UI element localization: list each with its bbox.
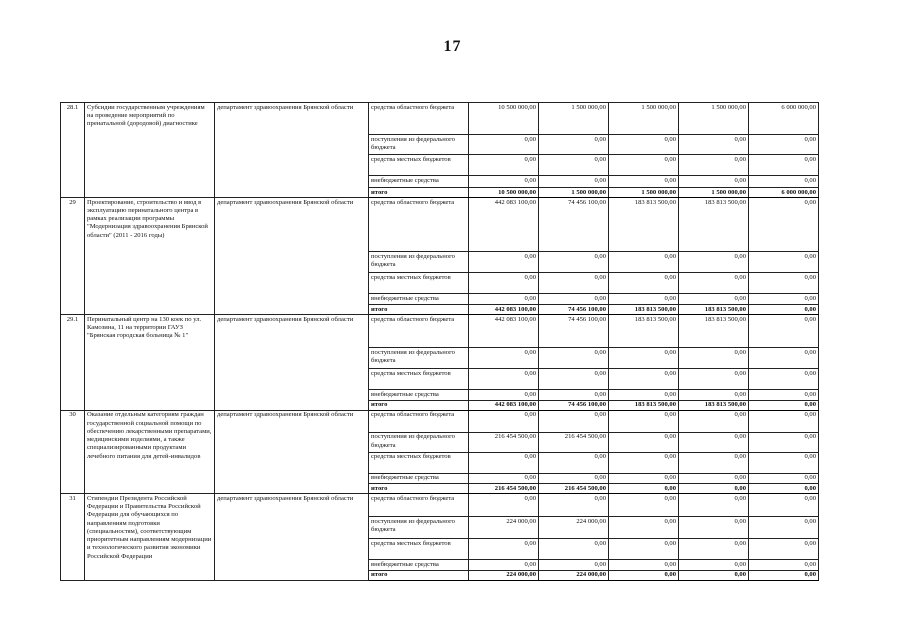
amount-cell: 224 000,00 [469, 570, 539, 580]
amount-cell: 0,00 [679, 273, 749, 294]
amount-cell: 0,00 [749, 484, 819, 494]
amount-cell: 0,00 [469, 176, 539, 188]
amount-cell: 0,00 [609, 176, 679, 188]
amount-cell: 0,00 [469, 473, 539, 483]
funding-source: средства местных бюджетов [369, 539, 469, 560]
amount-cell: 216 454 500,00 [539, 484, 609, 494]
row-number: 29.1 [61, 315, 85, 410]
table-row [61, 494, 819, 517]
amount-cell: 0,00 [679, 294, 749, 305]
funding-source: итого [369, 188, 469, 198]
amount-cell: 0,00 [609, 539, 679, 560]
amount-cell: 74 456 100,00 [539, 198, 609, 252]
table-row [61, 315, 819, 348]
amount-cell: 224 000,00 [539, 517, 609, 539]
executor-name: департамент здравоохранения Брянской области [215, 494, 369, 580]
amount-cell: 183 813 500,00 [609, 198, 679, 252]
amount-cell: 0,00 [749, 494, 819, 517]
amount-cell: 0,00 [749, 390, 819, 400]
amount-cell: 0,00 [749, 294, 819, 305]
amount-cell: 183 813 500,00 [609, 400, 679, 410]
amount-cell: 0,00 [679, 390, 749, 400]
amount-cell: 442 083 100,00 [469, 315, 539, 348]
measure-name: Субсидии государственным учреждениям на проведение мероприятий по пренатальной (дородовой) диагностике [85, 103, 215, 198]
funding-source: итого [369, 484, 469, 494]
amount-cell: 0,00 [749, 473, 819, 483]
amount-cell: 0,00 [539, 135, 609, 155]
funding-source: средства местных бюджетов [369, 369, 469, 390]
amount-cell: 183 813 500,00 [609, 305, 679, 315]
amount-cell: 0,00 [679, 348, 749, 369]
amount-cell: 0,00 [749, 135, 819, 155]
funding-source: поступления из федерального бюджета [369, 135, 469, 155]
amount-cell: 0,00 [609, 390, 679, 400]
amount-cell: 0,00 [469, 369, 539, 390]
amount-cell: 0,00 [609, 452, 679, 473]
executor-name: департамент здравоохранения Брянской области [215, 198, 369, 315]
amount-cell: 0,00 [609, 348, 679, 369]
amount-cell: 0,00 [609, 494, 679, 517]
amount-cell: 0,00 [539, 273, 609, 294]
amount-cell: 0,00 [749, 198, 819, 252]
amount-cell: 0,00 [609, 570, 679, 580]
amount-cell: 0,00 [609, 369, 679, 390]
amount-cell: 0,00 [469, 494, 539, 517]
funding-source: поступления из федерального бюджета [369, 252, 469, 273]
executor-name: департамент здравоохранения Брянской области [215, 103, 369, 198]
funding-source: внебюджетные средства [369, 473, 469, 483]
funding-source: средства областного бюджета [369, 315, 469, 348]
amount-cell: 0,00 [539, 390, 609, 400]
amount-cell: 0,00 [609, 560, 679, 570]
page-number: 17 [443, 38, 462, 55]
amount-cell: 0,00 [469, 390, 539, 400]
funding-source: внебюджетные средства [369, 390, 469, 400]
funding-source: средства местных бюджетов [369, 155, 469, 176]
amount-cell: 0,00 [749, 273, 819, 294]
amount-cell: 0,00 [539, 369, 609, 390]
amount-cell: 0,00 [749, 305, 819, 315]
amount-cell: 0,00 [539, 155, 609, 176]
amount-cell: 1 500 000,00 [679, 188, 749, 198]
measure-name: Стипендии Президента Российской Федерации и Правительства Российской Федерации для обучающихся по направлениям подготовки (специальностям), соответствующим приоритетным направлениям модернизации и технологического развития экономики Российской Федерации [85, 494, 215, 580]
amount-cell: 0,00 [749, 176, 819, 188]
table-row [61, 410, 819, 432]
amount-cell: 0,00 [749, 517, 819, 539]
funding-source: внебюджетные средства [369, 176, 469, 188]
amount-cell: 0,00 [679, 570, 749, 580]
amount-cell: 0,00 [749, 452, 819, 473]
amount-cell: 0,00 [469, 155, 539, 176]
amount-cell: 0,00 [469, 135, 539, 155]
amount-cell: 0,00 [539, 452, 609, 473]
amount-cell: 1 500 000,00 [609, 103, 679, 135]
amount-cell: 0,00 [539, 252, 609, 273]
funding-source: средства областного бюджета [369, 103, 469, 135]
amount-cell: 0,00 [679, 176, 749, 188]
amount-cell: 0,00 [469, 252, 539, 273]
row-number: 30 [61, 410, 85, 493]
amount-cell: 0,00 [749, 252, 819, 273]
amount-cell: 74 456 100,00 [539, 400, 609, 410]
amount-cell: 1 500 000,00 [609, 188, 679, 198]
amount-cell: 0,00 [749, 410, 819, 432]
amount-cell: 0,00 [679, 252, 749, 273]
amount-cell: 0,00 [469, 294, 539, 305]
amount-cell: 10 500 000,00 [469, 188, 539, 198]
funding-source: поступления из федерального бюджета [369, 348, 469, 369]
funding-source: средства местных бюджетов [369, 452, 469, 473]
amount-cell: 0,00 [749, 560, 819, 570]
amount-cell: 6 000 000,00 [749, 103, 819, 135]
amount-cell: 183 813 500,00 [679, 198, 749, 252]
amount-cell: 1 500 000,00 [539, 103, 609, 135]
amount-cell: 0,00 [679, 452, 749, 473]
amount-cell: 0,00 [609, 135, 679, 155]
table-row [61, 198, 819, 252]
amount-cell: 183 813 500,00 [609, 315, 679, 348]
funding-source: итого [369, 400, 469, 410]
funding-source: поступления из федерального бюджета [369, 432, 469, 452]
amount-cell: 216 454 500,00 [469, 484, 539, 494]
amount-cell: 224 000,00 [539, 570, 609, 580]
amount-cell: 0,00 [749, 570, 819, 580]
funding-source: поступления из федерального бюджета [369, 517, 469, 539]
measure-name: Оказание отдельным категориям граждан государственной социальной помощи по обеспечению лекарственными препаратами, медицинскими изделиями, а также специализированными продуктами лечебного питания для детей-инвалидов [85, 410, 215, 493]
amount-cell: 0,00 [539, 294, 609, 305]
amount-cell: 10 500 000,00 [469, 103, 539, 135]
measure-name: Проектирование, строительство и ввод в эксплуатацию перинатального центра в рамках реализации программы "Модернизация здравоохранения Брянской области" (2011 - 2016 годы) [85, 198, 215, 315]
amount-cell: 0,00 [539, 494, 609, 517]
amount-cell: 442 083 100,00 [469, 198, 539, 252]
amount-cell: 0,00 [609, 155, 679, 176]
funding-source: средства областного бюджета [369, 198, 469, 252]
amount-cell: 0,00 [469, 348, 539, 369]
amount-cell: 0,00 [749, 539, 819, 560]
amount-cell: 0,00 [749, 400, 819, 410]
amount-cell: 0,00 [749, 315, 819, 348]
amount-cell: 0,00 [679, 155, 749, 176]
amount-cell: 183 813 500,00 [679, 400, 749, 410]
amount-cell: 1 500 000,00 [539, 188, 609, 198]
amount-cell: 0,00 [469, 560, 539, 570]
amount-cell: 0,00 [679, 560, 749, 570]
amount-cell: 0,00 [539, 539, 609, 560]
funding-source: итого [369, 305, 469, 315]
amount-cell: 74 456 100,00 [539, 305, 609, 315]
amount-cell: 0,00 [469, 410, 539, 432]
row-number: 28.1 [61, 103, 85, 198]
amount-cell: 0,00 [469, 273, 539, 294]
row-number: 29 [61, 198, 85, 315]
amount-cell: 0,00 [679, 517, 749, 539]
amount-cell: 442 083 100,00 [469, 400, 539, 410]
amount-cell: 0,00 [539, 473, 609, 483]
amount-cell: 1 500 000,00 [679, 103, 749, 135]
amount-cell: 0,00 [469, 452, 539, 473]
amount-cell: 6 000 000,00 [749, 188, 819, 198]
amount-cell: 0,00 [679, 494, 749, 517]
amount-cell: 0,00 [609, 432, 679, 452]
amount-cell: 0,00 [679, 484, 749, 494]
amount-cell: 216 454 500,00 [469, 432, 539, 452]
amount-cell: 442 083 100,00 [469, 305, 539, 315]
amount-cell: 0,00 [749, 348, 819, 369]
amount-cell: 0,00 [679, 410, 749, 432]
funding-source: средства областного бюджета [369, 494, 469, 517]
executor-name: департамент здравоохранения Брянской области [215, 410, 369, 493]
amount-cell: 224 000,00 [469, 517, 539, 539]
amount-cell: 0,00 [679, 539, 749, 560]
funding-source: внебюджетные средства [369, 560, 469, 570]
funding-source: средства местных бюджетов [369, 273, 469, 294]
amount-cell: 183 813 500,00 [679, 315, 749, 348]
amount-cell: 0,00 [749, 369, 819, 390]
amount-cell: 0,00 [539, 176, 609, 188]
amount-cell: 74 456 100,00 [539, 315, 609, 348]
amount-cell: 0,00 [609, 517, 679, 539]
funding-source: средства областного бюджета [369, 410, 469, 432]
amount-cell: 0,00 [539, 410, 609, 432]
amount-cell: 0,00 [609, 273, 679, 294]
amount-cell: 0,00 [679, 432, 749, 452]
amount-cell: 0,00 [679, 135, 749, 155]
amount-cell: 0,00 [609, 410, 679, 432]
amount-cell: 0,00 [749, 432, 819, 452]
amount-cell: 0,00 [539, 560, 609, 570]
row-number: 31 [61, 494, 85, 580]
funding-source: внебюджетные средства [369, 294, 469, 305]
amount-cell: 0,00 [609, 473, 679, 483]
funding-source: итого [369, 570, 469, 580]
amount-cell: 0,00 [679, 369, 749, 390]
amount-cell: 0,00 [539, 348, 609, 369]
amount-cell: 0,00 [609, 294, 679, 305]
amount-cell: 216 454 500,00 [539, 432, 609, 452]
executor-name: департамент здравоохранения Брянской области [215, 315, 369, 410]
amount-cell: 0,00 [469, 539, 539, 560]
amount-cell: 0,00 [609, 484, 679, 494]
table-row [61, 103, 819, 135]
budget-table [60, 102, 819, 581]
measure-name: Перинатальный центр на 130 коек по ул. Камозина, 11 на территории ГАУЗ "Брянская городская больница № 1" [85, 315, 215, 410]
amount-cell: 183 813 500,00 [679, 305, 749, 315]
amount-cell: 0,00 [679, 473, 749, 483]
amount-cell: 0,00 [609, 252, 679, 273]
amount-cell: 0,00 [749, 155, 819, 176]
